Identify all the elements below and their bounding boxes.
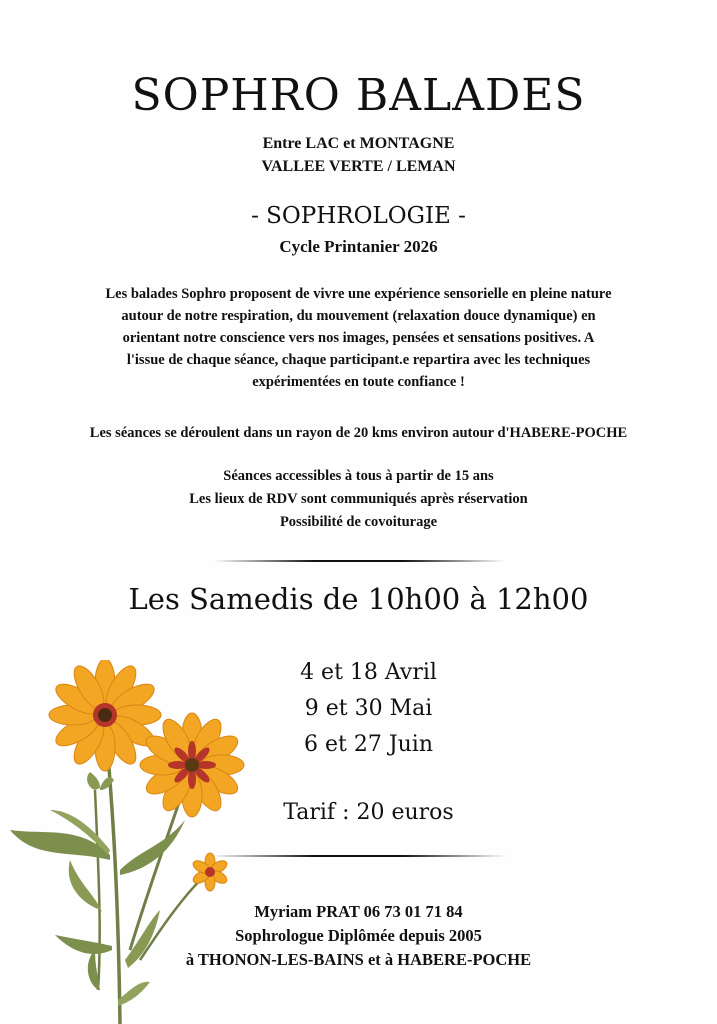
location-info: Les séances se déroulent dans un rayon de 20 kms environ autour d'HABERE-POCHE (89, 425, 628, 441)
description (78, 283, 639, 393)
flower-illustration-icon (0, 660, 260, 1024)
info-list (0, 465, 717, 534)
description-line: autour de notre respiration, du mouvement (relaxation douce dynamique) en (121, 308, 596, 324)
info-line: Séances accessibles à tous à partir de 15 ans (223, 468, 494, 484)
schedule-heading: Les Samedis de 10h00 à 12h00 (128, 582, 589, 616)
description-line: Les balades Sophro proposent de vivre une expérience sensorielle en pleine nature (105, 286, 612, 302)
contact-line: Sophrologue Diplômée depuis 2005 (235, 926, 482, 945)
subtitle-line-1: Entre LAC et MONTAGNE (262, 135, 455, 152)
contact-line: Myriam PRAT 06 73 01 71 84 (254, 902, 463, 921)
contact-line: à THONON-LES-BAINS et à HABERE-POCHE (185, 950, 532, 969)
date-line: 4 et 18 Avril (300, 660, 437, 685)
poster-title: SOPHRO BALADES (131, 70, 586, 121)
section-title: - SOPHROLOGIE - (251, 203, 466, 229)
info-line: Les lieux de RDV sont communiqués après réservation (189, 491, 528, 507)
date-line: 6 et 27 Juin (303, 732, 434, 757)
date-line: 9 et 30 Mai (304, 696, 433, 721)
cycle-label: Cycle Printanier 2026 (279, 237, 438, 256)
price: Tarif : 20 euros (283, 800, 454, 825)
description-line: orientant notre conscience vers nos images, pensées et sensations positives. A (122, 330, 595, 346)
divider-top (213, 560, 505, 562)
info-line: Possibilité de covoiturage (279, 514, 438, 530)
description-line: expérimentées en toute confiance ! (252, 374, 465, 390)
description-line: l'issue de chaque séance, chaque participant.e repartira avec les techniques (126, 352, 591, 368)
subtitle-line-2: VALLEE VERTE / LEMAN (261, 158, 456, 175)
